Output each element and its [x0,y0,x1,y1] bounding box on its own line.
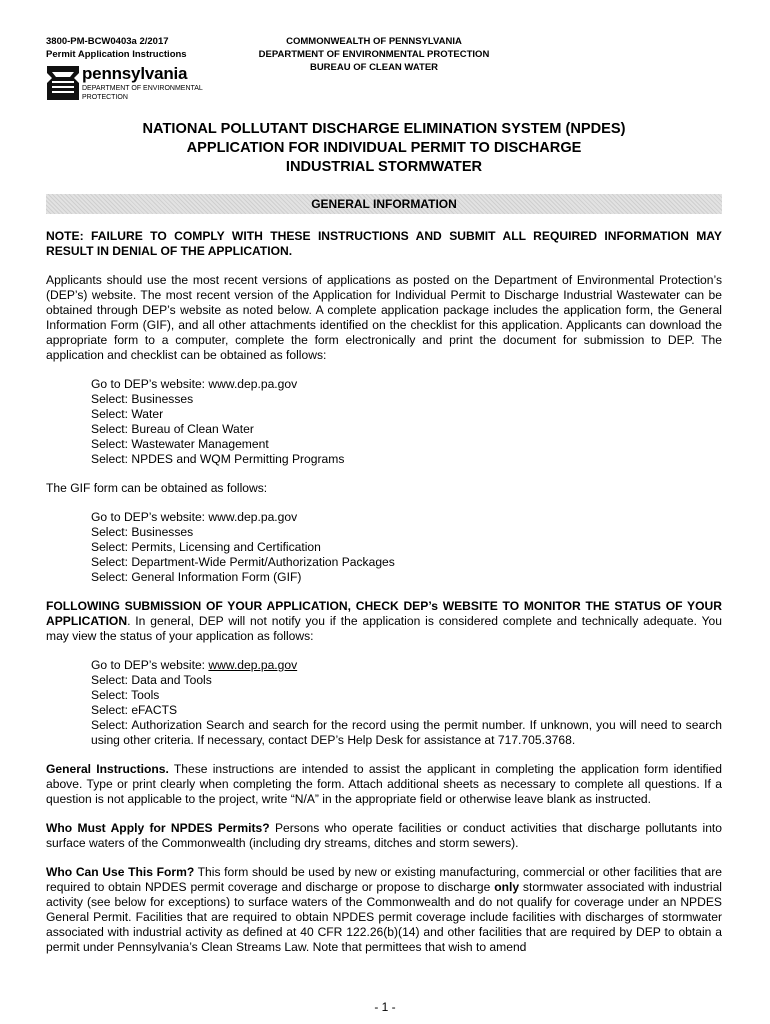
general-instructions-paragraph [46,762,722,807]
who-must-apply-text: Persons who operate facilities or conduct activities that discharge pollutants into surface waters of the Commonwealth (including dry streams, ditches and storm sewers). [46,821,723,850]
who-can-use-text-1: This form should be used by new or existing manufacturing, commercial or other facilities that are required to obtain NPDES permit coverage and discharge or propose to discharge [46,865,722,894]
who-can-use-text-2: stormwater associated with industrial activity (see below for exceptions) to surface waters of the Commonwealth and do not qualify for coverage under an NPDES General Permit. Facilities that are required to obtain NPDES permit coverage include facilities with discharges of stormwater associated with industrial activity as defined at 40 CFR 122.26(b)(14) and other facilities that are required by DEP to obtain a permit under Pennsylvania’s Clean Streams Law. Note that permittees that wish to amend [46,880,722,954]
list-item: Select: Department-Wide Permit/Authorization Packages [91,555,395,569]
list-item: Go to DEP’s website: www.dep.pa.gov [91,377,298,391]
logo-subtitle-line-1: DEPARTMENT OF ENVIRONMENTAL [82,85,203,92]
logo-wordmark: pennsylvania [82,64,188,83]
agency-header [236,35,512,74]
list-item: Go to DEP’s website: www.dep.pa.gov [91,510,298,524]
list-item: Select: Water [91,407,164,421]
list-item: Select: Data and Tools [91,673,212,687]
agency-line-2: DEPARTMENT OF ENVIRONMENTAL PROTECTION [258,49,490,60]
form-subtitle: Permit Application Instructions [46,49,187,60]
page-number: - 1 - [374,1000,396,1014]
list-item: Select: Businesses [91,525,194,539]
status-paragraph [46,599,722,644]
status-heading: FOLLOWING SUBMISSION OF YOUR APPLICATION, CHECK DEP’s WEBSITE TO MONITOR THE STATUS OF YOUR APPLICATION [46,599,722,628]
who-can-use-label: Who Can Use This Form? [46,865,195,879]
who-must-apply-label: Who Must Apply for NPDES Permits? [46,821,270,835]
section-heading-band [46,194,722,214]
list-item: Select: Bureau of Clean Water [91,422,254,436]
list-item: Select: Wastewater Management [91,437,269,451]
who-must-apply-paragraph [46,821,722,851]
list-item: Select: NPDES and WQM Permitting Programs [91,452,345,466]
title-line-1: NATIONAL POLLUTANT DISCHARGE ELIMINATION SYSTEM (NPDES) [142,121,626,137]
title-line-3: INDUSTRIAL STORMWATER [285,159,483,175]
list-item: Select: Permits, Licensing and Certification [91,540,321,554]
gif-intro: The GIF form can be obtained as follows: [46,481,268,495]
general-instructions-text: These instructions are intended to assist the applicant in completing the application form identified above. Type or print clearly when completing the form. Attach additional sheets as necessary to complete all questions. If a question is not applicable to the project, write “N/A” in the appropriate field or otherwise leave blank as instructed. [46,762,723,806]
form-header-left [46,35,187,61]
section-heading: GENERAL INFORMATION [311,197,457,211]
intro-paragraph: Applicants should use the most recent versions of applications as posted on the Department of Environmental Protection’s (DEP’s) website. The most recent version of the Application for Individual Permit to Discharge Industrial Wastewater can be obtained through DEP’s website as noted below. A complete application package includes the application form, the General Information Form (GIF), and all other attachments identified on the checklist for this application. Applicants can download the appropriate form to a computer, complete the form electronically and print the document for submission to DEP. The application and checklist can be obtained as follows: [46,273,722,362]
gif-steps-list [46,510,722,585]
who-can-use-paragraph [46,865,722,955]
pa-dep-logo [46,64,236,104]
keystone-logo-icon [46,64,80,102]
status-text: . In general, DEP will not notify you if the application is considered complete and technically adequate. You may view the status of your application as follows: [46,614,722,643]
status-go-prefix: Go to DEP’s website: [91,658,209,672]
list-item: Select: Businesses [91,392,194,406]
document-body [46,229,722,955]
agency-line-1: COMMONWEALTH OF PENNSYLVANIA [286,36,462,47]
status-steps-list [46,658,722,748]
failure-note: NOTE: FAILURE TO COMPLY WITH THESE INSTRUCTIONS AND SUBMIT ALL REQUIRED INFORMATION MAY RESULT IN DENIAL OF THE APPLICATION. [46,229,722,258]
list-item [91,658,722,673]
list-item: Select: General Information Form (GIF) [91,570,302,584]
logo-subtitle-line-2: PROTECTION [82,94,128,101]
document-title [46,120,722,177]
form-number: 3800-PM-BCW0403a 2/2017 [46,36,169,47]
who-can-use-emphasis: only [494,880,520,894]
list-item: Select: Authorization Search and search for the record using the permit number. If unknown, you will need to search using other criteria. If necessary, contact DEP’s Help Desk for assistance at 717.705.3768. [91,718,722,747]
general-instructions-label: General Instructions. [46,762,169,776]
title-line-2: APPLICATION FOR INDIVIDUAL PERMIT TO DISCHARGE [186,140,582,156]
agency-line-3: BUREAU OF CLEAN WATER [309,62,439,73]
list-item: Select: eFACTS [91,703,178,717]
dep-website-link[interactable]: www.dep.pa.gov [208,658,298,672]
logo-subtitle [82,84,203,102]
list-item: Select: Tools [91,688,160,702]
application-steps-list [46,377,722,467]
